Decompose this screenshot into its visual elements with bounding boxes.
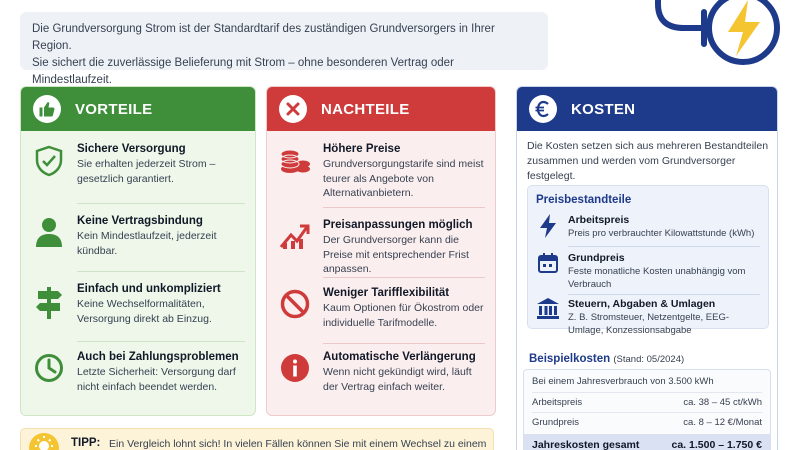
preisbestandteile-box — [527, 185, 769, 336]
nachteil-title: Weniger Tarifflexibilität — [323, 287, 450, 299]
nachteil-item — [277, 219, 485, 277]
divider — [532, 392, 762, 393]
vorteil-title: Auch bei Zahlungsproblemen — [77, 351, 239, 363]
divider — [77, 341, 245, 342]
tip-box — [20, 428, 494, 450]
nachteil-title: Preisanpassungen möglich — [323, 219, 473, 231]
preisbestandteile-title: Preisbestandteile — [536, 194, 632, 206]
nachteil-desc: Kaum Optionen für Ökostrom oder individuelle Tarifmodelle. — [323, 302, 484, 329]
plug-lightning-icon — [648, 0, 798, 72]
beispiel-basis-row — [532, 376, 762, 387]
vorteil-desc: Letzte Sicherheit: Versorgung darf nicht einfach beendet werden. — [77, 366, 236, 393]
lightbulb-icon — [29, 433, 59, 450]
vorteil-title: Sichere Versorgung — [77, 143, 186, 155]
vorteil-item — [31, 143, 245, 186]
person-icon — [31, 215, 67, 258]
tip-text: Ein Vergleich lohnt sich! In vielen Fällen können Sie mit einem Wechsel zu einem — [109, 438, 487, 450]
divider — [568, 246, 760, 247]
divider — [323, 343, 485, 344]
thumbs-up-icon — [33, 95, 61, 123]
nachteil-title: Höhere Preise — [323, 143, 401, 155]
beispielkosten-heading — [529, 353, 684, 365]
tip-label: TIPP: — [71, 437, 101, 449]
nachteil-item — [277, 351, 485, 394]
calendar-icon — [534, 252, 562, 291]
bestandteil-item — [534, 214, 762, 240]
divider — [532, 412, 762, 413]
divider — [77, 271, 245, 272]
shield-check-icon — [31, 143, 67, 186]
total-label: Jahreskosten gesamt — [532, 439, 640, 450]
vorteil-title: Keine Vertragsbindung — [77, 215, 203, 227]
total-row — [524, 434, 770, 450]
close-x-icon — [279, 95, 307, 123]
prohibited-icon — [277, 287, 313, 330]
kosten-card — [516, 86, 778, 450]
nachteile-title: NACHTEILE — [321, 100, 410, 118]
nachteil-desc: Wenn nicht gekündigt wird, läuft der Vertrag einfach weiter. — [323, 366, 472, 393]
bestandteil-item — [534, 252, 762, 291]
bestandteil-desc: Feste monatliche Kosten unabhängig vom Verbrauch — [568, 266, 746, 290]
beispiel-basis: Bei einem Jahresverbrauch von 3.500 kWh — [532, 376, 714, 387]
trend-up-icon — [277, 219, 313, 277]
vorteil-item — [31, 351, 245, 394]
bestandteil-desc: Preis pro verbrauchter Kilowattstunde (kWh) — [568, 228, 755, 239]
beispielkosten-stand: (Stand: 05/2024) — [613, 354, 685, 365]
vorteil-item — [31, 283, 245, 326]
beispielkosten-table — [523, 369, 771, 450]
vorteil-desc: Kein Mindestlaufzeit, jederzeit kündbar. — [77, 230, 217, 257]
nachteile-header — [267, 87, 495, 131]
kosten-header — [517, 87, 777, 131]
table-row — [532, 397, 762, 408]
vorteil-title: Einfach und unkompliziert — [77, 283, 221, 295]
vorteile-card — [20, 86, 256, 416]
vorteile-title: VORTEILE — [75, 100, 153, 118]
kosten-intro: Die Kosten setzen sich aus mehreren Bestandteilen zusammen und werden vom Grundversorger festgelegt. — [527, 140, 769, 182]
divider — [323, 277, 485, 278]
page-title-fragment — [186, 0, 286, 4]
row-value: ca. 8 – 12 €/Monat — [683, 417, 762, 428]
vorteil-desc: Sie erhalten jederzeit Strom – gesetzlich garantiert. — [77, 158, 216, 185]
vorteil-desc: Keine Wechselformalitäten, Versorgung direkt ab Einzug. — [77, 298, 212, 325]
nachteil-desc: Grundversorgungstarife sind meist teurer als Angebote von Alternativanbietern. — [323, 158, 484, 199]
divider — [568, 294, 760, 295]
beispielkosten-title: Beispielkosten — [529, 353, 611, 365]
bestandteil-desc: Z. B. Stromsteuer, Netzentgelte, EEG-Umlage, Konzessionsabgabe — [568, 312, 730, 336]
total-value: ca. 1.500 – 1.750 € — [671, 439, 762, 450]
row-label: Arbeitspreis — [532, 397, 583, 408]
signpost-icon — [31, 283, 67, 326]
euro-icon — [529, 95, 557, 123]
vorteil-item — [31, 215, 245, 258]
intro-line-1: Die Grundversorgung Strom ist der Standardtarif des zuständigen Grundversorgers in Ihrer Region. — [32, 23, 495, 52]
kosten-title: KOSTEN — [571, 100, 636, 118]
bestandteil-item — [534, 298, 762, 337]
coins-icon — [277, 143, 313, 201]
nachteil-desc: Der Grundversorger kann die Preise mit entsprechender Frist anpassen. — [323, 234, 469, 275]
table-row — [532, 417, 762, 428]
bestandteil-title: Arbeitspreis — [568, 214, 630, 226]
bestandteil-title: Steuern, Abgaben & Umlagen — [568, 298, 716, 310]
row-value: ca. 38 – 45 ct/kWh — [683, 397, 762, 408]
divider — [77, 203, 245, 204]
intro-box — [20, 12, 548, 86]
nachteil-item — [277, 143, 485, 201]
row-label: Grundpreis — [532, 417, 579, 428]
nachteil-title: Automatische Verlängerung — [323, 351, 476, 363]
clock-icon — [31, 351, 67, 394]
vorteile-header — [21, 87, 255, 131]
nachteil-item — [277, 287, 485, 330]
government-building-icon — [534, 298, 562, 337]
intro-line-2: Sie sichert die zuverlässige Belieferung mit Strom – ohne besonderen Vertrag oder Mindestlaufzeit. — [32, 57, 454, 86]
lightning-icon — [534, 214, 562, 240]
divider — [323, 207, 485, 208]
bestandteil-title: Grundpreis — [568, 252, 625, 264]
nachteile-card — [266, 86, 496, 416]
info-icon — [277, 351, 313, 394]
